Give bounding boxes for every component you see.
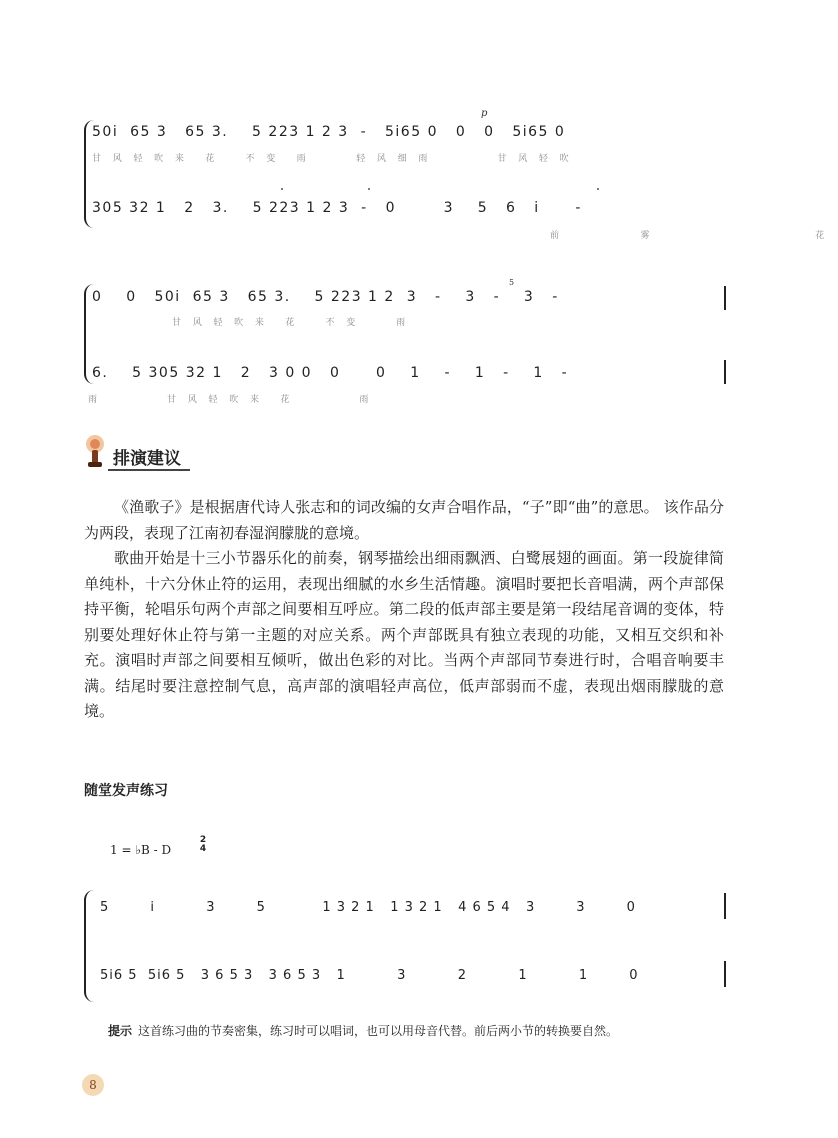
key-signature: 1 = ♭B - D bbox=[110, 843, 172, 857]
section-title: 排演建议 bbox=[113, 449, 181, 469]
system1-lower-lyrics: 前 雾 花 bbox=[550, 231, 838, 241]
paragraph: 《渔歌子》是根据唐代诗人张志和的词改编的女声合唱作品，“子”即“曲”的意思。 该作品分为两段，表现了江南初春湿润朦胧的意境。 bbox=[84, 498, 724, 542]
marker-label: 5 bbox=[509, 278, 515, 287]
exercise-brace bbox=[84, 890, 94, 1002]
system2-lower-notes: 6. 5 305 32 1 2 3 0 0 0 0 1 - 1 - 1 - bbox=[92, 365, 569, 381]
exercise-lower-notes: 5i6 5 5i6 5 3 6 5 3 3 6 5 3 1 3 2 1 1 0 bbox=[100, 968, 639, 983]
time-signature bbox=[198, 836, 208, 854]
time-signature-top: 2 bbox=[199, 835, 207, 845]
tip-note bbox=[108, 1022, 618, 1039]
paragraph: 歌曲开始是十三小节器乐化的前奏，钢琴描绘出细雨飘洒、白鹭展翅的画面。第一段旋律简单纯朴，十六分休止符的运用，表现出细腻的水乡生活情趣。演唱时要把长音唱满，两个声部保持平衡，轮唱乐句两个声部之间要相互呼应。第二段的低声部主要是第一段结尾音调的变体，特别要处理好休止符与第一主题的对应关系。两个声部既具有独立表现的功能，又相互交织和补充。演唱时声部之间要相互倾听，做出色彩的对比。当两个声部同节奏进行时，合唱音响要丰满。结尾时要注意控制气息，高声部的演唱轻声高位，低声部弱而不虚，表现出烟雨朦胧的意境。 bbox=[84, 549, 724, 720]
system1-upper-lyrics: 甘 风 轻 吹 来 花 不 变 雨 轻 风 细 雨 甘 风 轻 吹 bbox=[92, 154, 571, 164]
tip-text: 这首练习曲的节奏密集，练习时可以唱词，也可以用母音代替。前后两小节的转换要自然。 bbox=[138, 1024, 619, 1038]
system1-upper-notes: 50i 65 3 65 3. 5 223 1 2 3 - 5i65 0 0 0 5i65 0 bbox=[92, 124, 566, 140]
exercise-end-bar bbox=[724, 893, 726, 919]
exercise-title: 随堂发声练习 bbox=[84, 783, 168, 799]
system2-end-bar bbox=[724, 360, 726, 384]
dot-mark bbox=[597, 188, 599, 190]
body-text bbox=[84, 495, 724, 725]
dynamic-mark: p bbox=[481, 108, 488, 119]
tip-label: 提示 bbox=[108, 1024, 133, 1038]
singer-icon bbox=[84, 432, 106, 470]
system2-upper-notes: 0 0 50i 65 3 65 3. 5 223 1 2 3 - 3 - 3 - bbox=[92, 289, 559, 305]
exercise-upper-notes: 5 i 3 5 1 3 2 1 1 3 2 1 4 6 5 4 3 3 0 bbox=[100, 900, 636, 915]
system2-end-bar bbox=[724, 286, 726, 310]
system2-lower-lyrics: 雨 甘 风 轻 吹 来 花 雨 bbox=[88, 395, 371, 405]
dot-mark bbox=[368, 188, 370, 190]
time-signature-bottom: 4 bbox=[199, 844, 207, 854]
section-underline bbox=[108, 469, 190, 471]
system1-lower-notes: 305 32 1 2 3. 5 223 1 2 3 - 0 3 5 6 i - bbox=[92, 200, 582, 216]
exercise-end-bar bbox=[724, 961, 726, 987]
system2-upper-lyrics: 甘 风 轻 吹 来 花 不 变 雨 bbox=[172, 318, 408, 328]
dot-mark bbox=[281, 188, 283, 190]
page-number: 8 bbox=[82, 1074, 104, 1096]
